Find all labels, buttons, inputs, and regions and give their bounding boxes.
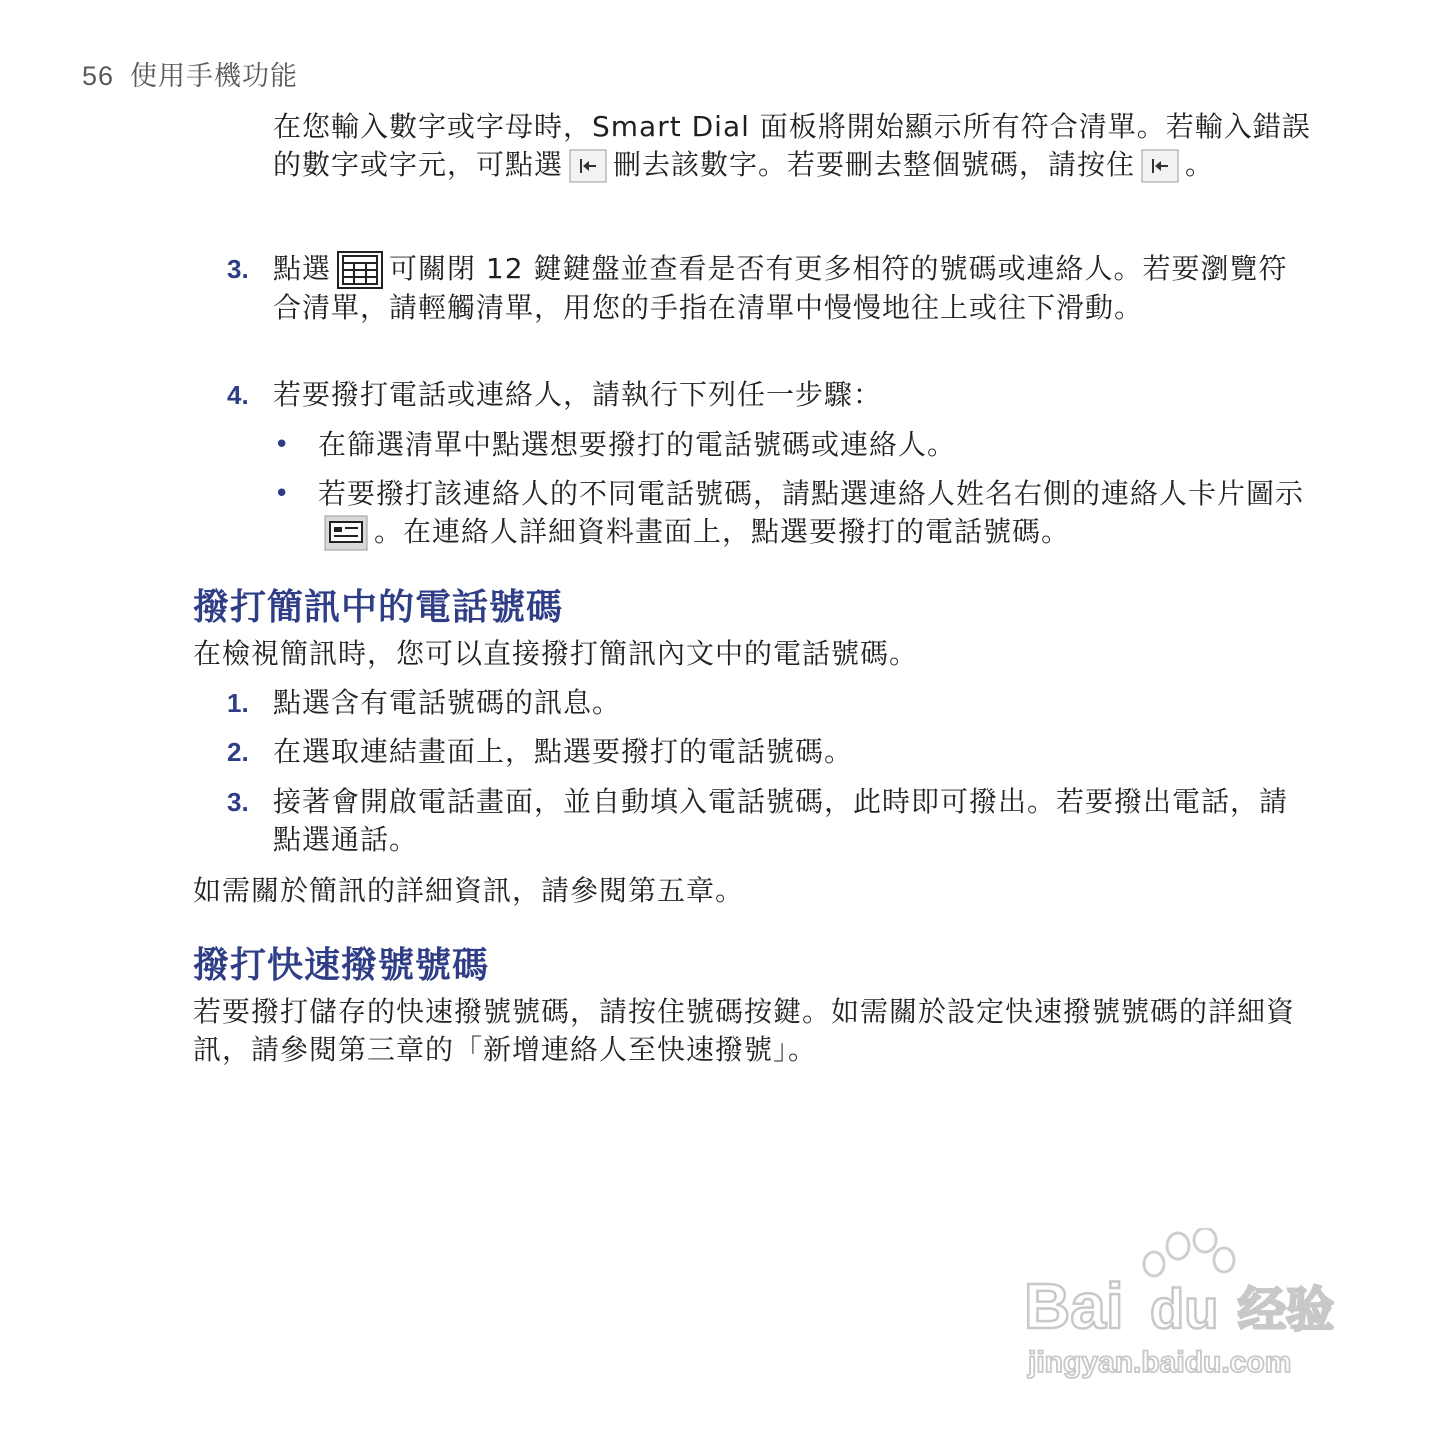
section-1-footer: 如需關於簡訊的詳細資訊，請參閱第五章。 [193, 874, 745, 907]
section-1-step-2: 在選取連結畫面上，點選要撥打的電話號碼。 [273, 735, 854, 768]
step-3-text-b: 可關閉 12 鍵鍵盤並查看是否有更多相符的號碼或連絡人。若要瀏覽符合清單，請輕觸清單，用您的手指在清單中慢慢地往上或往下滑動。 [273, 252, 1288, 324]
watermark-brand-cn: 经验 [1238, 1282, 1335, 1338]
watermark-brand: Bai [1024, 1270, 1124, 1342]
bullet-2-text [318, 475, 1318, 551]
contact-card-icon [324, 515, 368, 551]
baidu-watermark-logo [1020, 1228, 1360, 1388]
bullet-1-text: 在篩選清單中點選想要撥打的電話號碼或連絡人。 [318, 428, 957, 461]
chapter-title: 使用手機功能 [130, 61, 299, 92]
step-number: 1. [227, 688, 249, 718]
keypad-toggle-icon [337, 251, 383, 289]
bullet-dot: • [274, 479, 290, 509]
watermark-url: jingyan.baidu.com [1028, 1346, 1292, 1379]
watermark-brand-2: du [1150, 1277, 1219, 1340]
section-1-step-3: 接著會開啟電話畫面，並自動填入電話號碼，此時即可撥出。若要撥出電話，請點選通話。 [273, 785, 1289, 856]
page-number: 56 [82, 61, 115, 91]
intro-text-3: 。 [1185, 148, 1215, 181]
step-number: 2. [227, 737, 249, 767]
page-header [82, 54, 298, 93]
step-number: 4. [227, 380, 249, 410]
section-heading: 撥打快速撥號號碼 [193, 945, 490, 986]
bullet-dot: • [274, 430, 290, 460]
step-number: 3. [227, 787, 249, 817]
bullet-2-text-b: 。在連絡人詳細資料畫面上，點選要撥打的電話號碼。 [374, 515, 1071, 548]
intro-text-2: 刪去該數字。若要刪去整個號碼，請按住 [613, 148, 1136, 181]
intro-paragraph [273, 108, 1313, 184]
step-3-text-a: 點選 [273, 252, 332, 285]
section-2-text: 若要撥打儲存的快速撥號號碼，請按住號碼按鍵。如需關於設定快速撥號號碼的詳細資訊，請參閱第三章的「新增連絡人至快速撥號」。 [193, 995, 1296, 1066]
step-3-text [273, 250, 1313, 327]
backspace-icon [569, 149, 607, 183]
bullet-2-text-a: 若要撥打該連絡人的不同電話號碼，請點選連絡人姓名右側的連絡人卡片圖示 [318, 477, 1305, 510]
step-4-text: 若要撥打電話或連絡人，請執行下列任一步驟： [273, 378, 883, 411]
backspace-icon [1141, 149, 1179, 183]
step-number: 3. [227, 254, 249, 284]
section-1-intro: 在檢視簡訊時，您可以直接撥打簡訊內文中的電話號碼。 [193, 637, 919, 670]
section-heading: 撥打簡訊中的電話號碼 [193, 587, 564, 628]
section-1-step-1: 點選含有電話號碼的訊息。 [273, 686, 622, 719]
intro-text-1: 在您輸入數字或字母時，Smart Dial 面板將開始顯示所有符合清單。若輸入錯誤的數字或字元，可點選 [273, 110, 1311, 181]
